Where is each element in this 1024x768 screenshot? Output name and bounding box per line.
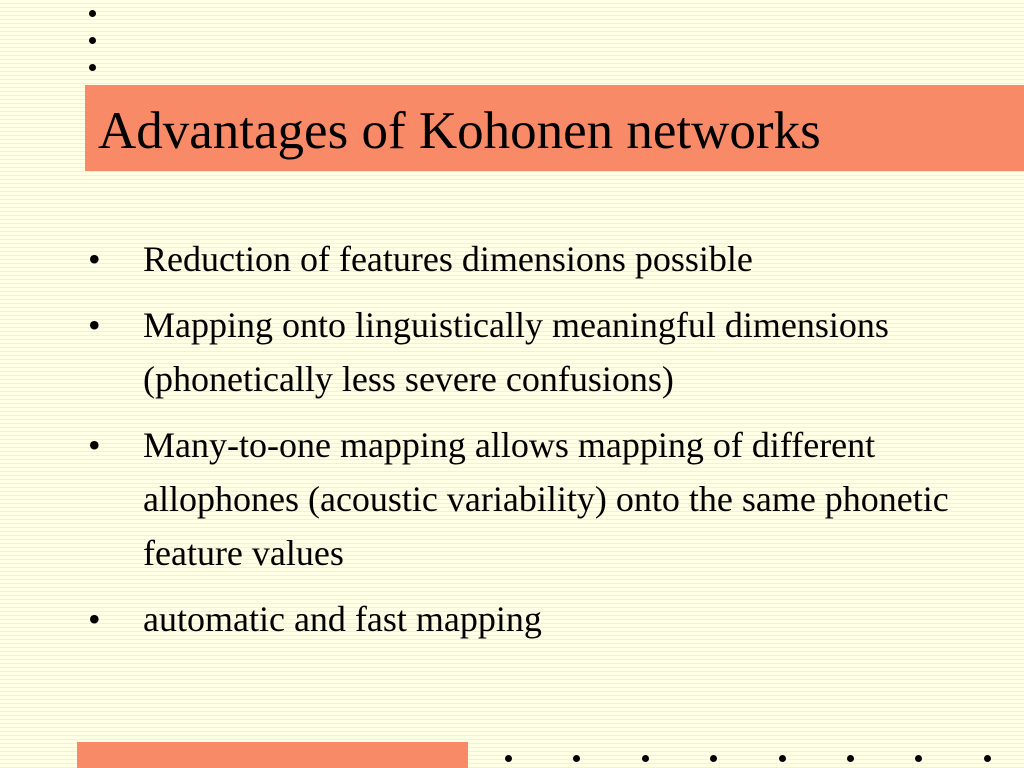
bullet-marker: • [88, 599, 101, 639]
bullet-item [88, 592, 988, 646]
bullet-marker: • [88, 239, 101, 279]
dot [984, 755, 991, 762]
dot [505, 755, 512, 762]
dot [89, 37, 96, 44]
dot [915, 755, 922, 762]
bullet-text: Reduction of features dimensions possible [143, 239, 753, 279]
dot [642, 755, 649, 762]
dot [573, 755, 580, 762]
bullet-text: automatic and fast mapping [143, 599, 542, 639]
dot [89, 10, 96, 17]
bottom-accent-bar [77, 742, 468, 768]
bullet-text: Mapping onto linguistically meaningful dimensions (phonetically less severe confusions) [143, 305, 889, 399]
bullet-item [88, 232, 988, 286]
bullet-text: Many-to-one mapping allows mapping of different allophones (acoustic variability) onto the same phonetic feature values [143, 425, 949, 573]
vertical-dot-decoration [89, 10, 99, 74]
bullet-marker: • [88, 305, 101, 345]
slide-title: Advantages of Kohonen networks [98, 102, 821, 160]
bullet-item [88, 298, 988, 406]
dot [779, 755, 786, 762]
bullet-marker: • [88, 425, 101, 465]
dot [89, 64, 96, 71]
dot [847, 755, 854, 762]
bullet-list [88, 232, 988, 658]
horizontal-dot-decoration [505, 755, 1005, 765]
bullet-item [88, 418, 988, 580]
dot [710, 755, 717, 762]
